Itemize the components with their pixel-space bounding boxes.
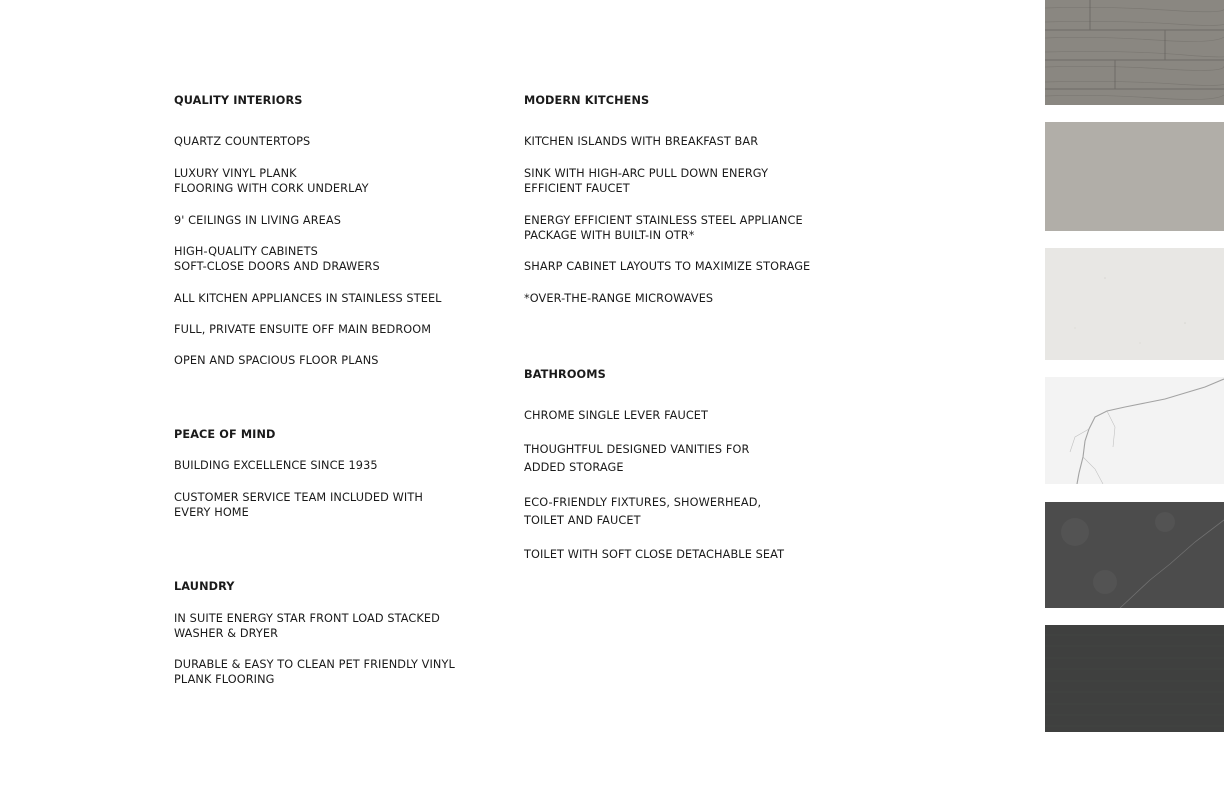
charcoal-linear-texture <box>1045 625 1224 732</box>
wood-plank-flooring-swatch <box>1045 0 1224 105</box>
feature-item: QUARTZ COUNTERTOPS <box>174 135 311 148</box>
feature-item: OPEN AND SPACIOUS FLOOR PLANS <box>174 354 379 367</box>
section-heading-modern-kitchens: MODERN KITCHENS <box>524 94 650 107</box>
feature-item: ENERGY EFFICIENT STAINLESS STEEL APPLIANCE PACKAGE WITH BUILT-IN OTR* <box>524 214 803 243</box>
feature-item: CUSTOMER SERVICE TEAM INCLUDED WITH EVERY HOME <box>174 491 423 520</box>
section-heading-quality-interiors: QUALITY INTERIORS <box>174 94 303 107</box>
dark-stone-tile-swatch <box>1045 502 1224 608</box>
grey-quartz-swatch <box>1045 122 1224 231</box>
feature-item: SINK WITH HIGH-ARC PULL DOWN ENERGY EFFICIENT FAUCET <box>524 167 769 196</box>
dark-stone-texture <box>1045 502 1224 608</box>
grey-quartz-texture <box>1045 122 1224 231</box>
charcoal-cabinet-swatch <box>1045 625 1224 732</box>
feature-item: CHROME SINGLE LEVER FAUCET <box>524 409 709 422</box>
feature-item: ECO-FRIENDLY FIXTURES, SHOWERHEAD, TOILET AND FAUCET <box>524 496 762 527</box>
feature-item: TOILET WITH SOFT CLOSE DETACHABLE SEAT <box>524 548 785 561</box>
white-quartz-texture <box>1045 248 1224 360</box>
feature-item: KITCHEN ISLANDS WITH BREAKFAST BAR <box>524 135 759 148</box>
feature-item: SHARP CABINET LAYOUTS TO MAXIMIZE STORAGE <box>524 260 811 273</box>
feature-item: LUXURY VINYL PLANK FLOORING WITH CORK UNDERLAY <box>174 167 369 196</box>
white-quartz-swatch <box>1045 248 1224 360</box>
white-marble-texture <box>1045 377 1224 484</box>
feature-item: HIGH-QUALITY CABINETS SOFT-CLOSE DOORS AND DRAWERS <box>174 245 380 274</box>
footnote: *OVER-THE-RANGE MICROWAVES <box>524 292 714 305</box>
white-marble-tile-swatch <box>1045 377 1224 484</box>
feature-item: 9' CEILINGS IN LIVING AREAS <box>174 214 342 227</box>
section-heading-peace-of-mind: PEACE OF MIND <box>174 428 276 441</box>
section-heading-laundry: LAUNDRY <box>174 580 235 593</box>
feature-item: ALL KITCHEN APPLIANCES IN STAINLESS STEEL <box>174 292 442 305</box>
feature-item: BUILDING EXCELLENCE SINCE 1935 <box>174 459 378 472</box>
feature-item: IN SUITE ENERGY STAR FRONT LOAD STACKED WASHER & DRYER <box>174 612 440 641</box>
section-heading-bathrooms: BATHROOMS <box>524 368 606 381</box>
feature-item: FULL, PRIVATE ENSUITE OFF MAIN BEDROOM <box>174 323 432 336</box>
feature-item: DURABLE & EASY TO CLEAN PET FRIENDLY VINYL PLANK FLOORING <box>174 658 455 687</box>
feature-item: THOUGHTFUL DESIGNED VANITIES FOR ADDED STORAGE <box>524 443 750 474</box>
wood-grain-texture <box>1045 0 1224 105</box>
